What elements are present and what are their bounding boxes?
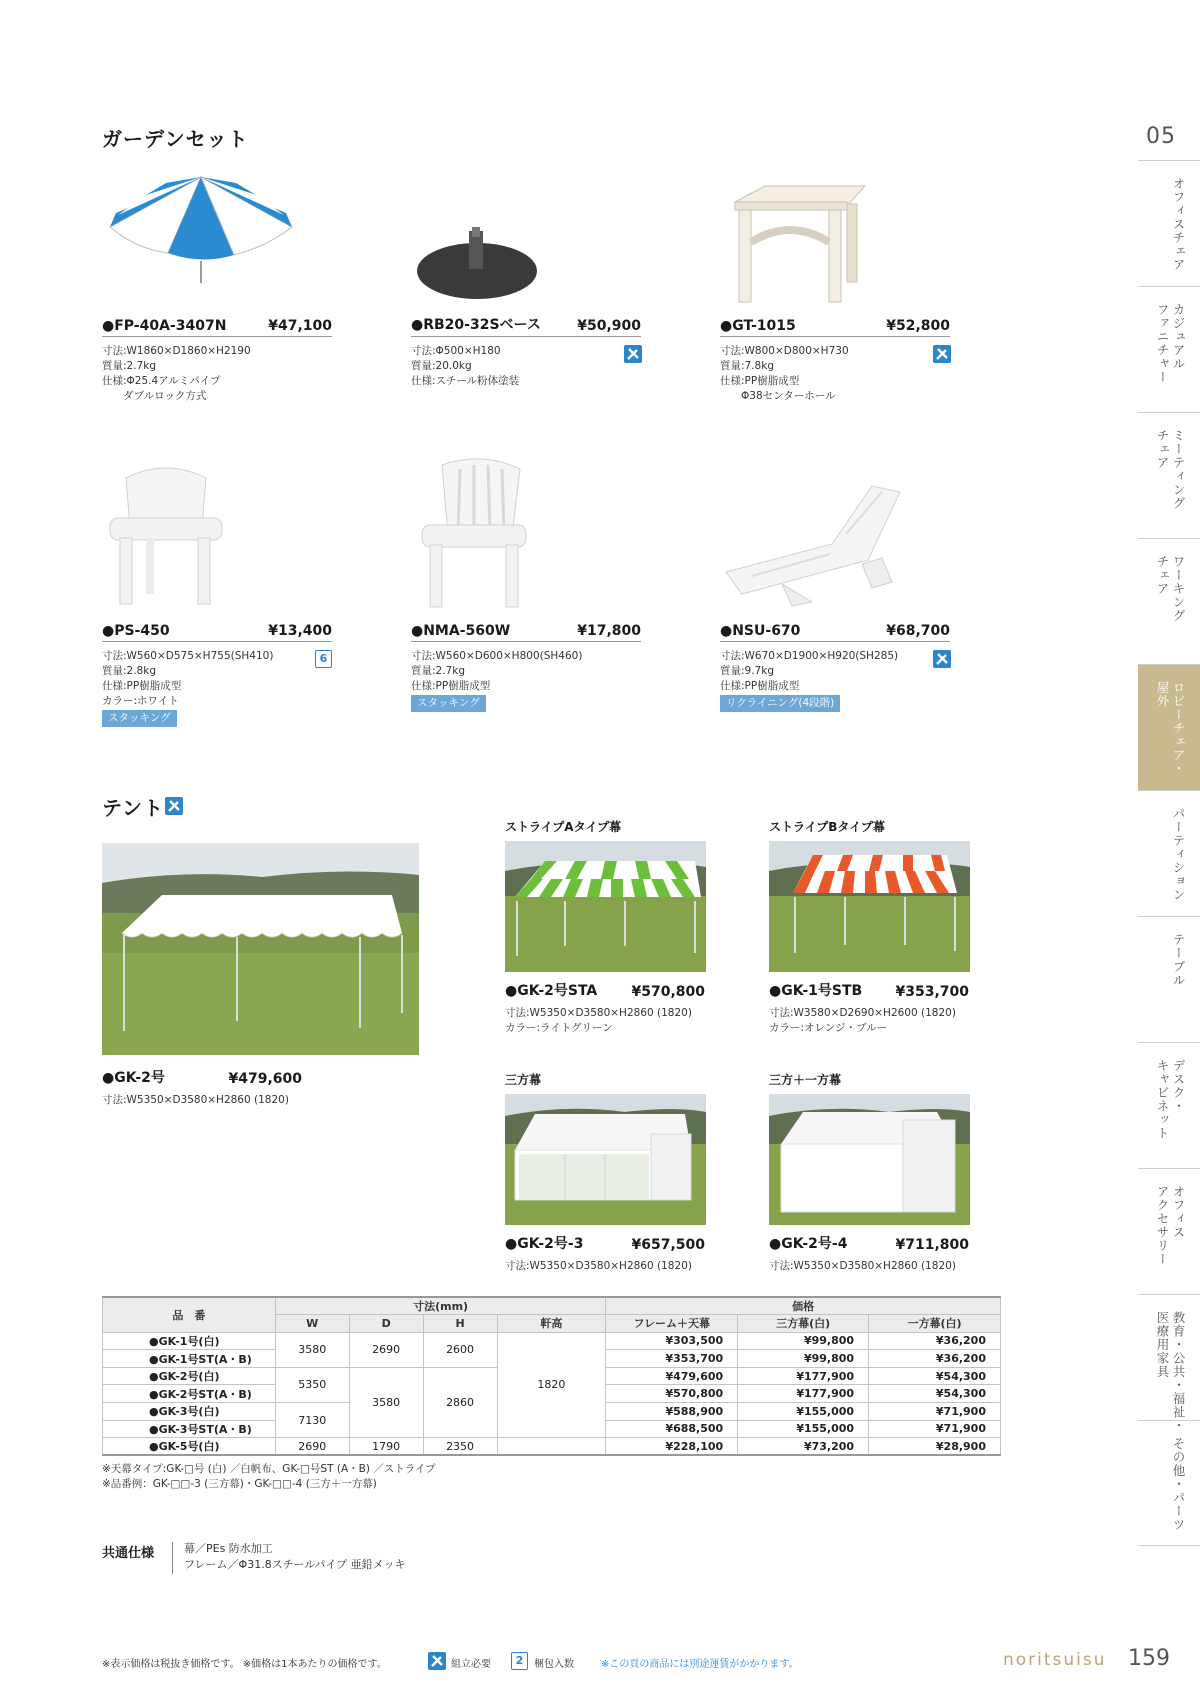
header-hinban: 品 番 xyxy=(103,1297,276,1332)
table-notes: ※天幕タイプ:GK-□号 (白) ／白帆布、GK-□号ST (A・B) ／ストライプ ※品番例：GK-□□-3 (三方幕)・GK-□□-4 (三方＋一方幕) xyxy=(102,1463,436,1490)
product-price: ¥657,500 xyxy=(631,1237,705,1253)
cell-hinban: ●GK-5号(白) xyxy=(103,1438,276,1456)
cell-frame: ¥353,700 xyxy=(606,1350,738,1368)
stacking-tag: スタッキング xyxy=(102,710,177,727)
cell-sanpo: ¥99,800 xyxy=(738,1332,869,1350)
sidebar-item-working-chair[interactable] xyxy=(1138,538,1200,664)
cell-hinban: ●GK-3号(白) xyxy=(103,1403,276,1421)
product-ps450 xyxy=(102,618,332,642)
product-spec: 寸法:Φ500×H180 質量:20.0kg 仕様:スチール粉体塗装 xyxy=(411,345,520,387)
box-quantity-icon: 2 xyxy=(511,1652,528,1670)
product-spec: 寸法:W5350×D3580×H2860 (1820) xyxy=(769,1260,956,1272)
cell-ippo: ¥28,900 xyxy=(869,1438,1001,1456)
sidebar-item-label: 教育・公共・福祉・ 医療用家具 xyxy=(1155,1311,1186,1433)
product-name: ●RB20-32Sベース xyxy=(411,317,541,333)
product-price: ¥13,400 xyxy=(268,623,332,639)
cell-w: 2690 xyxy=(275,1438,349,1456)
product-name: ●NSU-670 xyxy=(720,623,801,639)
chapter-number: 05 xyxy=(1146,124,1176,149)
product-gk2sta xyxy=(505,978,705,1002)
cell-ippo: ¥36,200 xyxy=(869,1332,1001,1350)
tent-three-side-photo xyxy=(505,1094,706,1225)
cell-sanpo: ¥155,000 xyxy=(738,1403,869,1421)
footer-box-label: 梱包入数 xyxy=(534,1659,574,1670)
stacking-tag: スタッキング xyxy=(411,695,486,712)
tent-stripe-b-photo xyxy=(769,841,970,972)
sidebar-item-label: ワーキング チェア xyxy=(1155,555,1186,623)
product-price: ¥50,900 xyxy=(577,318,641,334)
cell-ippo: ¥71,900 xyxy=(869,1403,1001,1421)
header-h: H xyxy=(423,1315,497,1333)
common-spec-label: 共通仕様 xyxy=(102,1546,155,1561)
lounger-nsu670-image xyxy=(722,484,902,609)
product-name: ●GK-2号-3 xyxy=(505,1236,584,1252)
product-spec: 寸法:W800×D800×H730 質量:7.8kg 仕様:PP樹脂成型 Φ38センターホール xyxy=(720,345,849,402)
header-w: W xyxy=(275,1315,349,1333)
product-name: ●GK-2号 xyxy=(102,1070,165,1086)
cell-hinban: ●GK-3号ST(A・B) xyxy=(103,1420,276,1438)
cell-hinban: ●GK-1号ST(A・B) xyxy=(103,1350,276,1368)
cell-ippo: ¥71,900 xyxy=(869,1420,1001,1438)
sidebar-item-office-chair[interactable] xyxy=(1138,160,1200,286)
footer-assembly-label: 組立必要 xyxy=(451,1659,491,1670)
sidebar-item-table[interactable] xyxy=(1138,916,1200,1042)
chair-ps450-image xyxy=(106,458,226,608)
cell-eave: 1820 xyxy=(497,1332,606,1438)
product-spec: 寸法:W1860×D1860×H2190 質量:2.7kg 仕様:Φ25.4アルミパイプ ダブルロック方式 xyxy=(102,345,251,402)
sidebar-item-others-parts[interactable] xyxy=(1138,1420,1200,1546)
product-rb20 xyxy=(411,313,641,337)
cell-h: 2350 xyxy=(423,1438,497,1456)
sidebar-item-meeting-chair[interactable] xyxy=(1138,412,1200,538)
assembly-required-icon xyxy=(933,345,951,363)
cell-eave-empty xyxy=(497,1438,606,1456)
product-spec: 寸法:W560×D575×H755(SH410) 質量:2.8kg 仕様:PP樹脂成型 カラー:ホワイト xyxy=(102,650,274,707)
chair-nma560w-image xyxy=(412,455,532,610)
cell-frame: ¥228,100 xyxy=(606,1438,738,1456)
product-price: ¥479,600 xyxy=(228,1071,302,1087)
sidebar-item-lobby-outdoor[interactable] xyxy=(1138,664,1200,790)
cell-ippo: ¥54,300 xyxy=(869,1385,1001,1403)
product-nma560w xyxy=(411,618,641,642)
assembly-required-icon xyxy=(165,797,183,815)
header-frame: フレーム＋天幕 xyxy=(606,1315,738,1333)
cell-sanpo: ¥99,800 xyxy=(738,1350,869,1368)
assembly-required-icon xyxy=(933,650,951,668)
header-size: 寸法(mm) xyxy=(275,1297,606,1315)
tent-four-side-photo xyxy=(769,1094,970,1225)
sidebar-item-label: テーブル xyxy=(1171,933,1186,987)
sidebar-item-casual-furniture[interactable] xyxy=(1138,286,1200,412)
assembly-required-icon xyxy=(428,1652,446,1670)
product-price: ¥52,800 xyxy=(886,318,950,334)
tent-section-title: テント xyxy=(102,796,164,820)
sidebar-item-label: カジュアル ファニチャー xyxy=(1155,303,1186,384)
tent-spec-table xyxy=(102,1296,1001,1456)
product-price: ¥68,700 xyxy=(886,623,950,639)
product-gk2 xyxy=(102,1065,302,1089)
cell-sanpo: ¥177,900 xyxy=(738,1385,869,1403)
product-name: ●GK-2号STA xyxy=(505,983,598,999)
variant-subtitle: ストライプAタイプ幕 xyxy=(505,820,621,834)
cell-frame: ¥479,600 xyxy=(606,1367,738,1385)
product-spec: 寸法:W5350×D3580×H2860 (1820) カラー:ライトグリーン xyxy=(505,1007,692,1034)
cell-frame: ¥303,500 xyxy=(606,1332,738,1350)
brand-logo: noritsuisu xyxy=(1003,1650,1107,1670)
cell-hinban: ●GK-1号(白) xyxy=(103,1332,276,1350)
product-fp40a xyxy=(102,313,332,337)
cell-ippo: ¥54,300 xyxy=(869,1367,1001,1385)
cell-hinban: ●GK-2号(白) xyxy=(103,1367,276,1385)
cell-w: 3580 xyxy=(275,1332,349,1367)
page-number: 159 xyxy=(1128,1646,1170,1671)
table-row xyxy=(103,1438,1001,1456)
sidebar-item-label: ロビーチェア・ 屋外 xyxy=(1155,681,1186,776)
tent-stripe-a-photo xyxy=(505,841,706,972)
cell-sanpo: ¥155,000 xyxy=(738,1420,869,1438)
product-gk2-3 xyxy=(505,1231,705,1255)
cell-w: 5350 xyxy=(275,1367,349,1402)
cell-frame: ¥588,900 xyxy=(606,1403,738,1421)
tent-gk2-photo xyxy=(102,843,419,1055)
header-sanpo: 三方幕(白) xyxy=(738,1315,869,1333)
garden-table-image xyxy=(725,182,870,307)
variant-subtitle: ストライプBタイプ幕 xyxy=(769,820,885,834)
product-gk2-4 xyxy=(769,1231,969,1255)
product-price: ¥711,800 xyxy=(895,1237,969,1253)
garden-section-title: ガーデンセット xyxy=(102,127,249,151)
sidebar-item-education-medical[interactable] xyxy=(1138,1294,1200,1433)
product-name: ●GK-2号-4 xyxy=(769,1236,848,1252)
sidebar-item-label: その他・パーツ xyxy=(1171,1437,1186,1532)
header-eave: 軒高 xyxy=(497,1315,606,1333)
sidebar-item-label: パーティション xyxy=(1171,807,1186,902)
cell-w: 7130 xyxy=(275,1403,349,1438)
footer-shipping-note: ※この頁の商品には別途運賃がかかります。 xyxy=(601,1659,799,1670)
sidebar-item-label: オフィス アクセサリー xyxy=(1155,1185,1186,1266)
footer-price-note: ※表示価格は税抜き価格です。 ※価格は1本あたりの価格です。 xyxy=(102,1659,387,1670)
divider xyxy=(172,1542,173,1574)
cell-frame: ¥688,500 xyxy=(606,1420,738,1438)
sidebar-item-label: オフィスチェア xyxy=(1171,177,1186,272)
product-name: ●NMA-560W xyxy=(411,623,511,639)
cell-frame: ¥570,800 xyxy=(606,1385,738,1403)
sidebar-item-partition[interactable] xyxy=(1138,790,1200,916)
variant-subtitle: 三方幕 xyxy=(505,1073,542,1087)
assembly-required-icon xyxy=(624,345,642,363)
cell-hinban: ●GK-2号ST(A・B) xyxy=(103,1385,276,1403)
common-spec-text: 幕／PEs 防水加工 フレーム／Φ31.8スチールパイプ 亜鉛メッキ xyxy=(184,1542,406,1571)
product-name: ●PS-450 xyxy=(102,623,170,639)
variant-subtitle: 三方＋一方幕 xyxy=(769,1073,842,1087)
product-spec: 寸法:W670×D1900×H920(SH285) 質量:9.7kg 仕様:PP樹脂成型 xyxy=(720,650,899,692)
product-spec: 寸法:W5350×D3580×H2860 (1820) xyxy=(102,1094,289,1106)
cell-sanpo: ¥177,900 xyxy=(738,1367,869,1385)
sidebar-item-label: デスク・ キャビネット xyxy=(1155,1059,1186,1140)
cell-d: 1790 xyxy=(349,1438,423,1456)
product-price: ¥47,100 xyxy=(268,318,332,334)
reclining-tag: リクライニング(4段階) xyxy=(720,695,840,712)
cell-sanpo: ¥73,200 xyxy=(738,1438,869,1456)
cell-ippo: ¥36,200 xyxy=(869,1350,1001,1368)
cell-d: 3580 xyxy=(349,1367,423,1437)
header-ippo: 一方幕(白) xyxy=(869,1315,1001,1333)
table-row xyxy=(103,1332,1001,1350)
sidebar-item-desk-cabinet[interactable] xyxy=(1138,1042,1200,1168)
header-price: 価格 xyxy=(606,1297,1001,1315)
sidebar-item-label: ミーティング チェア xyxy=(1155,429,1186,510)
product-gk1stb xyxy=(769,978,969,1002)
umbrella-image xyxy=(106,175,296,285)
header-d: D xyxy=(349,1315,423,1333)
product-nsu670 xyxy=(720,618,950,642)
product-spec: 寸法:W3580×D2690×H2600 (1820) カラー:オレンジ・ブルー xyxy=(769,1007,956,1034)
product-price: ¥353,700 xyxy=(895,984,969,1000)
cell-h: 2600 xyxy=(423,1332,497,1367)
product-spec: 寸法:W5350×D3580×H2860 (1820) xyxy=(505,1260,692,1272)
product-price: ¥570,800 xyxy=(631,984,705,1000)
product-spec: 寸法:W560×D600×H800(SH460) 質量:2.7kg 仕様:PP樹脂成型 xyxy=(411,650,583,692)
umbrella-base-image xyxy=(412,225,542,305)
cell-d: 2690 xyxy=(349,1332,423,1367)
product-gt1015 xyxy=(720,313,950,337)
sidebar-item-office-accessory[interactable] xyxy=(1138,1168,1200,1294)
product-price: ¥17,800 xyxy=(577,623,641,639)
product-name: ●FP-40A-3407N xyxy=(102,318,227,334)
product-name: ●GK-1号STB xyxy=(769,983,863,999)
cell-h: 2860 xyxy=(423,1367,497,1437)
product-name: ●GT-1015 xyxy=(720,318,796,334)
box-quantity-icon: 6 xyxy=(315,650,332,668)
